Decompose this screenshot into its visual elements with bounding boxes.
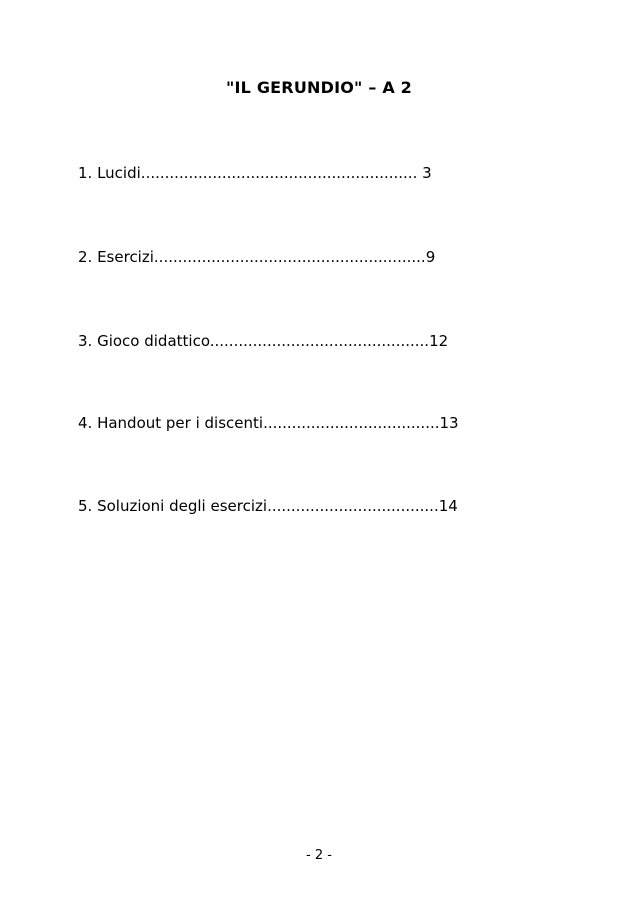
toc-entry-soluzioni bbox=[78, 496, 458, 516]
toc-entry-label: 1. Lucidi bbox=[78, 164, 141, 182]
toc-entry-leader: .......................................................... bbox=[140, 164, 418, 182]
toc-entry-page-number: 9 bbox=[425, 248, 436, 266]
toc-entry-leader: .............................................. bbox=[209, 332, 430, 350]
toc-entry-label: 2. Esercizi bbox=[78, 248, 154, 266]
toc-entry-page-number: 14 bbox=[438, 497, 458, 515]
toc-entry-page-number: 3 bbox=[417, 164, 432, 182]
toc-entry-page-number: 13 bbox=[439, 414, 459, 432]
document-title: "IL GERUNDIO" – A 2 bbox=[225, 78, 413, 97]
toc-entry-page-number: 12 bbox=[429, 332, 449, 350]
toc-entry-leader: ..................................... bbox=[263, 414, 440, 432]
toc-entry-leader: .................................... bbox=[267, 497, 439, 515]
toc-entry-label: 3. Gioco didattico bbox=[78, 332, 210, 350]
toc-entry-gioco-didattico bbox=[78, 331, 448, 351]
page-number-footer: - 2 - bbox=[306, 848, 332, 863]
toc-entry-lucidi bbox=[78, 163, 432, 183]
toc-entry-leader: ......................................................... bbox=[153, 248, 426, 266]
toc-entry-handout bbox=[78, 413, 459, 433]
toc-entry-label: 5. Soluzioni degli esercizi bbox=[78, 497, 268, 515]
toc-entry-esercizi bbox=[78, 247, 435, 267]
toc-entry-label: 4. Handout per i discenti bbox=[78, 414, 264, 432]
